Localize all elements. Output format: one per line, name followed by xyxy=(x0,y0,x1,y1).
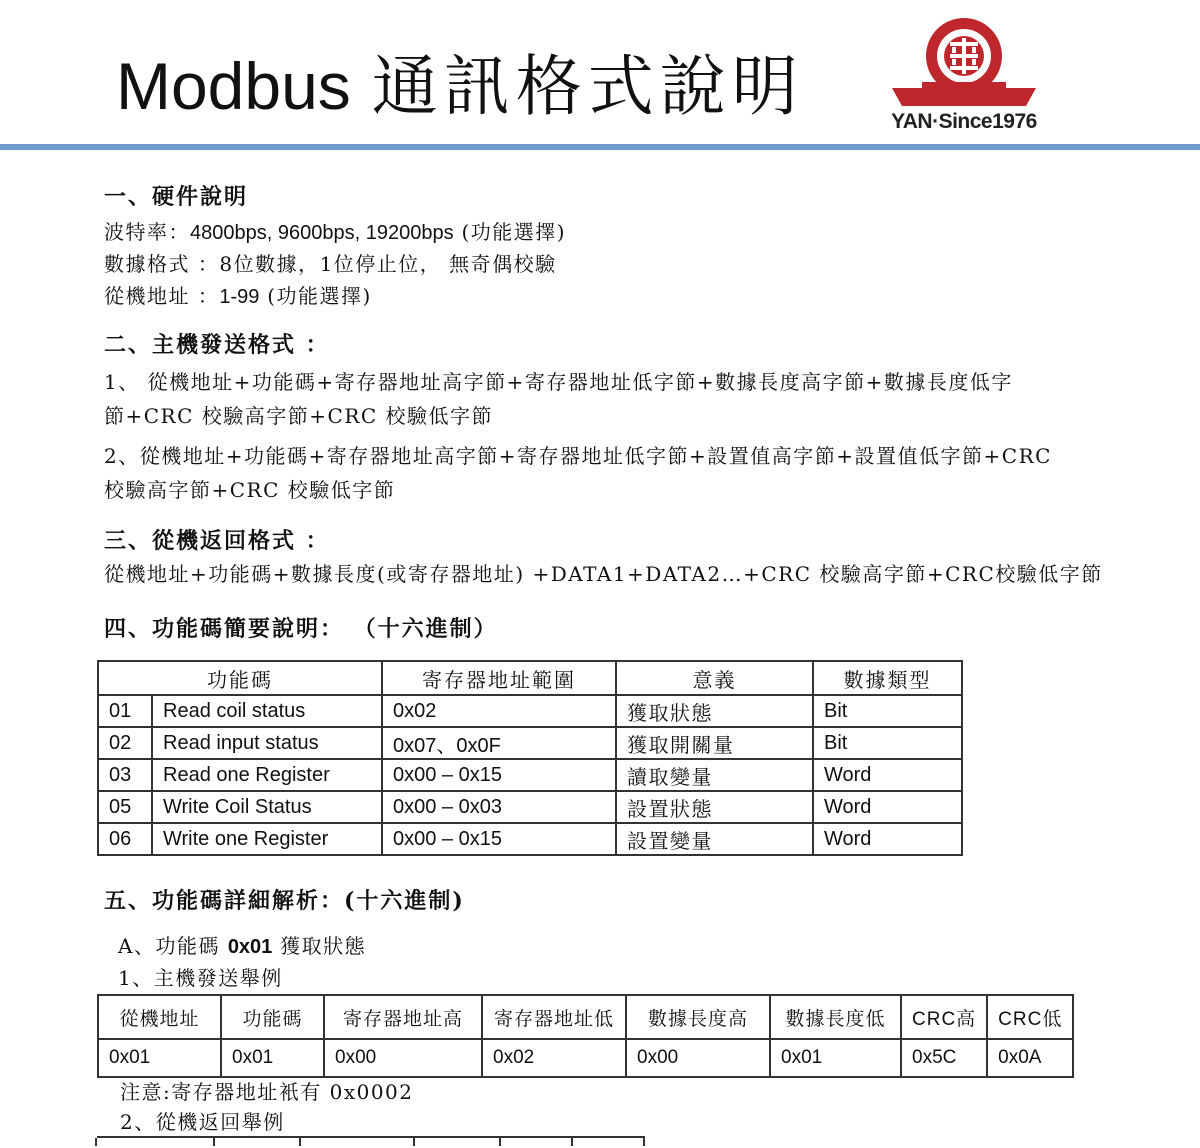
range-cell: 0x00 – 0x03 xyxy=(382,791,616,823)
addr-label: 從機地址 ： xyxy=(104,284,220,308)
table-header-row xyxy=(98,995,1073,1039)
code-cell: 03 xyxy=(98,759,152,791)
table-row xyxy=(98,695,962,727)
header-register-range: 寄存器地址範圍 xyxy=(382,661,616,695)
send-format-line1a: 1、 從機地址+功能碼+寄存器地址高字節+寄存器地址低字節+數據長度高字節+數據長度低字 xyxy=(104,370,1013,394)
section2-heading: 二、主機發送格式 ： xyxy=(104,332,330,358)
table-row xyxy=(98,791,962,823)
name-cell: Read coil status xyxy=(152,695,382,727)
header-meaning: 意義 xyxy=(616,661,813,695)
header-data-type: 數據類型 xyxy=(813,661,962,695)
value-cell: 0x0A xyxy=(987,1039,1073,1077)
logo-emblem-icon xyxy=(884,14,1044,110)
table-edge-divider xyxy=(213,1138,215,1146)
page-title xyxy=(116,42,804,131)
slave-return-example-label: 2、從機返回舉例 xyxy=(120,1110,285,1134)
format-value: 8位數據，1位停止位， 無奇偶校驗 xyxy=(219,252,557,276)
header-function-code: 功能碼 xyxy=(98,661,382,695)
header-rule xyxy=(0,144,1200,150)
range-cell: 0x07、0x0F xyxy=(382,727,616,759)
section5-heading: 五、功能碼詳細解析：(十六進制) xyxy=(104,888,465,914)
header-length-low: 數據長度低 xyxy=(770,995,901,1039)
range-cell: 0x00 – 0x15 xyxy=(382,823,616,855)
table-edge-divider xyxy=(499,1138,501,1146)
baud-note: (功能選擇) xyxy=(461,220,567,244)
baud-label: 波特率： xyxy=(104,220,190,244)
value-cell: 0x01 xyxy=(770,1039,901,1077)
send-format-line2a: 2、從機地址+功能碼+寄存器地址高字節+寄存器地址低字節+設置值高字節+設置值低字節+CRC xyxy=(104,444,1052,468)
sub-a-prefix: A、功能碼 xyxy=(118,934,228,958)
meaning-cell: 獲取開關量 xyxy=(616,727,813,759)
table-edge-divider xyxy=(571,1138,573,1146)
name-cell: Write Coil Status xyxy=(152,791,382,823)
page-title-latin: Modbus xyxy=(116,49,351,123)
table-edge-divider xyxy=(95,1138,97,1146)
sub-a-suffix: 獲取狀態 xyxy=(272,934,367,958)
addr-value: 1-99 xyxy=(219,286,260,308)
value-cell: 0x01 xyxy=(98,1039,221,1077)
value-cell: 0x01 xyxy=(221,1039,324,1077)
value-cell: 0x00 xyxy=(626,1039,770,1077)
type-cell: Bit xyxy=(813,727,962,759)
type-cell: Bit xyxy=(813,695,962,727)
meaning-cell: 設置變量 xyxy=(616,823,813,855)
range-cell: 0x00 – 0x15 xyxy=(382,759,616,791)
name-cell: Read input status xyxy=(152,727,382,759)
code-cell: 06 xyxy=(98,823,152,855)
master-send-table xyxy=(97,994,1074,1078)
type-cell: Word xyxy=(813,823,962,855)
type-cell: Word xyxy=(813,791,962,823)
register-note: 注意:寄存器地址衹有 0x0002 xyxy=(120,1080,414,1104)
code-cell: 01 xyxy=(98,695,152,727)
table-row xyxy=(98,759,962,791)
format-label: 數據格式 ： xyxy=(104,252,220,276)
meaning-cell: 獲取狀態 xyxy=(616,695,813,727)
data-format-line xyxy=(104,248,557,277)
meaning-cell: 讀取變量 xyxy=(616,759,813,791)
addr-note: (功能選擇) xyxy=(267,284,372,308)
type-cell: Word xyxy=(813,759,962,791)
send-format-line1b: 節+CRC 校驗高字節+CRC 校驗低字節 xyxy=(104,404,494,428)
logo-text: YAN·Since1976 xyxy=(891,110,1037,133)
table-row xyxy=(98,823,962,855)
header-crc-low: CRC低 xyxy=(987,995,1073,1039)
master-send-example-label: 1、主機發送舉例 xyxy=(118,966,283,990)
baud-value: 4800bps, 9600bps, 19200bps xyxy=(190,222,454,244)
section1-heading: 一、硬件說明 xyxy=(104,184,249,210)
meaning-cell: 設置狀態 xyxy=(616,791,813,823)
table-row xyxy=(98,727,962,759)
sub-a-code: 0x01 xyxy=(227,936,273,958)
slave-address-line xyxy=(104,280,372,309)
section3-heading: 三、從機返回格式 ： xyxy=(104,528,330,554)
range-cell: 0x02 xyxy=(382,695,616,727)
header-function-code: 功能碼 xyxy=(221,995,324,1039)
value-cell: 0x00 xyxy=(324,1039,482,1077)
send-format-line2b: 校驗高字節+CRC 校驗低字節 xyxy=(104,478,396,502)
table-header-row xyxy=(98,661,962,695)
function-code-table xyxy=(97,660,963,856)
table-edge-divider xyxy=(643,1138,645,1146)
value-cell: 0x02 xyxy=(482,1039,626,1077)
header-slave-address: 從機地址 xyxy=(98,995,221,1039)
code-cell: 05 xyxy=(98,791,152,823)
slave-return-table-edge xyxy=(97,1136,645,1148)
header-register-low: 寄存器地址低 xyxy=(482,995,626,1039)
header-crc-high: CRC高 xyxy=(901,995,987,1039)
baud-rate-line xyxy=(104,216,566,245)
company-logo xyxy=(884,14,1044,138)
table-edge-divider xyxy=(299,1138,301,1146)
section4-heading: 四、功能碼簡要說明： （十六進制） xyxy=(104,616,498,642)
table-row xyxy=(98,1039,1073,1077)
name-cell: Read one Register xyxy=(152,759,382,791)
name-cell: Write one Register xyxy=(152,823,382,855)
function-01-subheading xyxy=(118,930,366,959)
header-length-high: 數據長度高 xyxy=(626,995,770,1039)
table-edge-divider xyxy=(413,1138,415,1146)
page-title-cjk: 通訊格式說明 xyxy=(371,48,804,125)
return-format-line: 從機地址+功能碼+數據長度(或寄存器地址) +DATA1+DATA2…+CRC 校驗高字節+CRC校驗低字節 xyxy=(104,562,1103,586)
code-cell: 02 xyxy=(98,727,152,759)
header-register-high: 寄存器地址高 xyxy=(324,995,482,1039)
value-cell: 0x5C xyxy=(901,1039,987,1077)
